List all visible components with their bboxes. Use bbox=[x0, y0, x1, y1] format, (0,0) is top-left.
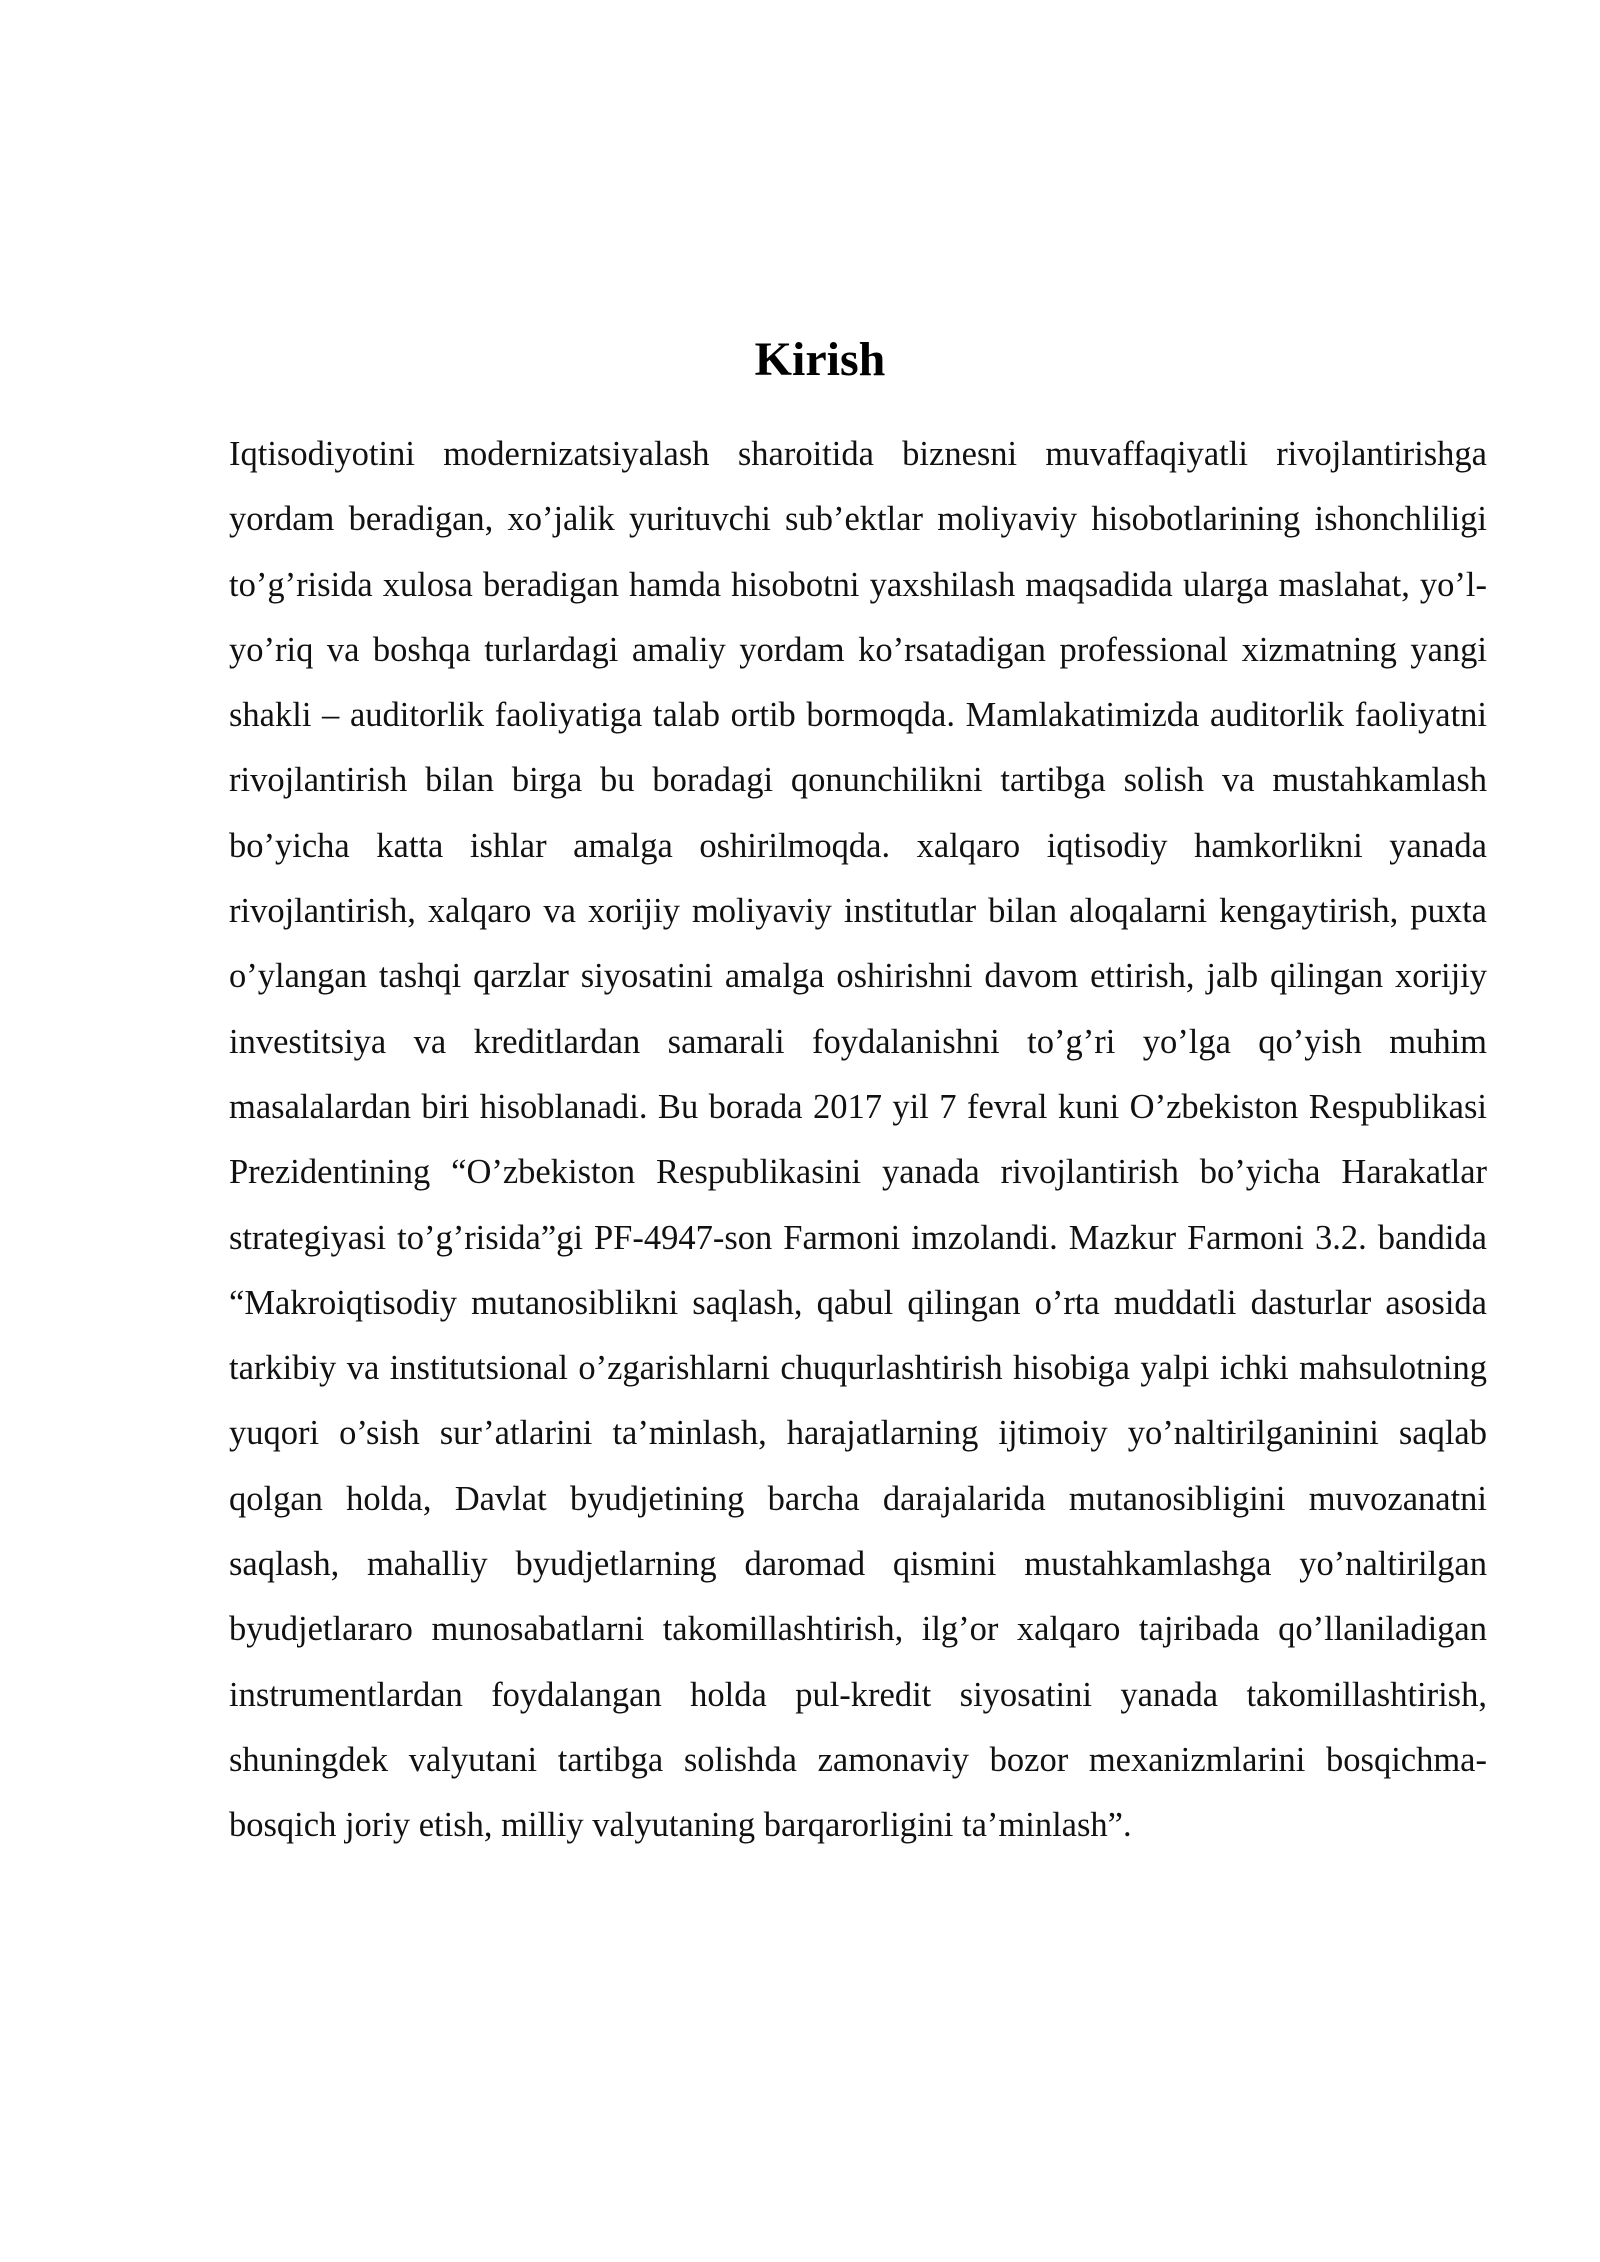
body-paragraph: Iqtisodiyotini modernizatsiyalash sharoitida biznesni muvaffaqiyatli rivojlantirishga yordam beradigan, xo’jalik yurituvchi sub’ektlar moliyaviy hisobotlarining ishonchliligi to’g’risida xulosa beradigan hamda hisobotni yaxshilash maqsadida ularga maslahat, yo’l-yo’riq va boshqa turlardagi amaliy yordam ko’rsatadigan professional xizmatning yangi shakli – auditorlik faoliyatiga talab ortib bormoqda. Mamlakatimizda auditorlik faoliyatni rivojlantirish bilan birga bu boradagi qonunchilikni tartibga solish va mustahkamlash bo’yicha katta ishlar amalga oshirilmoqda. xalqaro iqtisodiy hamkorlikni yanada rivojlantirish, xalqaro va xorijiy moliyaviy institutlar bilan aloqalarni kengaytirish, puxta o’ylangan tashqi qarzlar siyosatini amalga oshirishni davom ettirish, jalb qilingan xorijiy investitsiya va kreditlardan samarali foydalanishni to’g’ri yo’lga qo’yish muhim masalalardan biri hisoblanadi. Bu borada 2017 yil 7 fevral kuni O’zbekiston Respublikasi Prezidentining “O’zbekiston Respublikasini yanada rivojlantirish bo’yicha Harakatlar strategiyasi to’g’risida”gi PF-4947-son Farmoni imzolandi. Mazkur Farmoni 3.2. bandida “Makroiqtisodiy mutanosiblikni saqlash, qabul qilingan o’rta muddatli dasturlar asosida tarkibiy va institutsional o’zgarishlarni chuqurlashtirish hisobiga yalpi ichki mahsulotning yuqori o’sish sur’atlarini ta’minlash, harajatlarning ijtimoiy yo’naltirilganinini saqlab qolgan holda, Davlat byudjetining barcha darajalarida mutanosibligini muvozanatni saqlash, mahalliy byudjetlarning daromad qismini mustahkamlashga yo’naltirilgan byudjetlararo munosabatlarni takomillashtirish, ilg’or xalqaro tajribada qo’llaniladigan instrumentlardan foydalangan holda pul-kredit siyosatini yanada takomillashtirish, shuningdek valyutani tartibga solishda zamonaviy bozor mexanizmlarini bosqichma-bosqich joriy etish, milliy valyutaning barqarorligini ta’minlash”. bbox=[229, 435, 1487, 1845]
document-title: Kirish bbox=[754, 333, 886, 386]
